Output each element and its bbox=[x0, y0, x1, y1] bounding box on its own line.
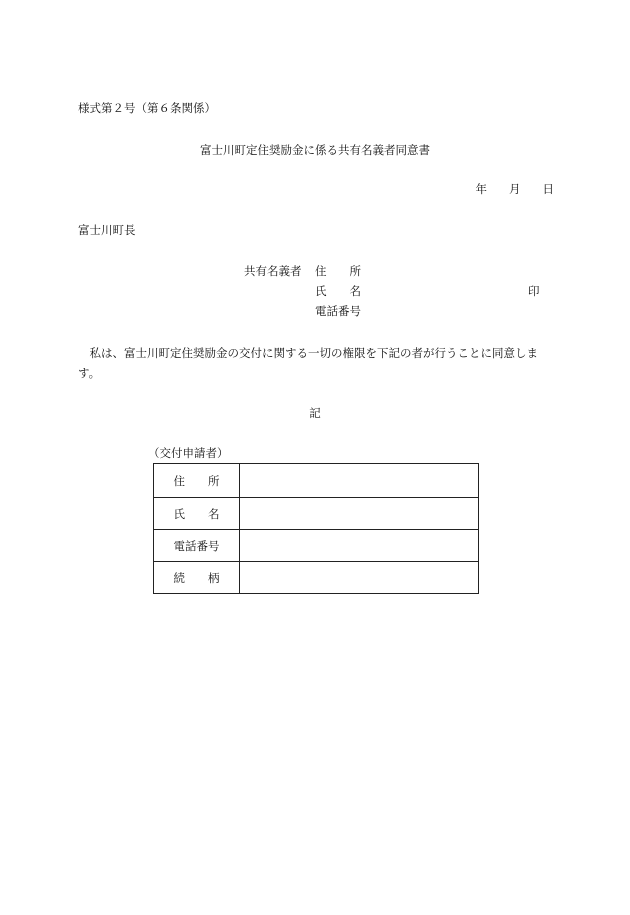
applicant-address-field[interactable] bbox=[240, 464, 479, 498]
co-owner-phone-label: 電話番号 bbox=[315, 304, 361, 318]
addressee: 富士川町長 bbox=[78, 223, 136, 237]
applicant-table bbox=[153, 463, 479, 594]
co-owner-address-label: 住 所 bbox=[315, 264, 361, 278]
applicant-phone-field[interactable] bbox=[240, 530, 479, 562]
table-row bbox=[154, 562, 479, 594]
applicant-address-label: 住 所 bbox=[154, 464, 240, 498]
applicant-name-label: 氏 名 bbox=[154, 498, 240, 530]
applicant-relationship-label: 続 柄 bbox=[154, 562, 240, 594]
applicant-relationship-field[interactable] bbox=[240, 562, 479, 594]
applicant-name-field[interactable] bbox=[240, 498, 479, 530]
table-row bbox=[154, 464, 479, 498]
form-number: 様式第２号（第６条関係） bbox=[78, 101, 216, 115]
date-day-label: 日 bbox=[542, 182, 554, 196]
date-year-label: 年 bbox=[475, 182, 487, 196]
co-owner-name-label: 氏 名 bbox=[315, 284, 361, 298]
applicant-phone-label: 電話番号 bbox=[154, 530, 240, 562]
record-heading: 記 bbox=[309, 406, 321, 420]
co-owner-label: 共有名義者 bbox=[244, 264, 302, 278]
consent-statement: 私は、富士川町定住奨励金の交付に関する一切の権限を下記の者が行うことに同意します。 bbox=[78, 346, 538, 380]
document-title: 富士川町定住奨励金に係る共有名義者同意書 bbox=[200, 143, 430, 157]
seal-mark: 印 bbox=[528, 284, 540, 298]
table-row bbox=[154, 530, 479, 562]
table-row bbox=[154, 498, 479, 530]
applicant-heading: （交付申請者） bbox=[148, 446, 229, 460]
date-line bbox=[476, 181, 555, 197]
date-month-label: 月 bbox=[509, 182, 521, 196]
